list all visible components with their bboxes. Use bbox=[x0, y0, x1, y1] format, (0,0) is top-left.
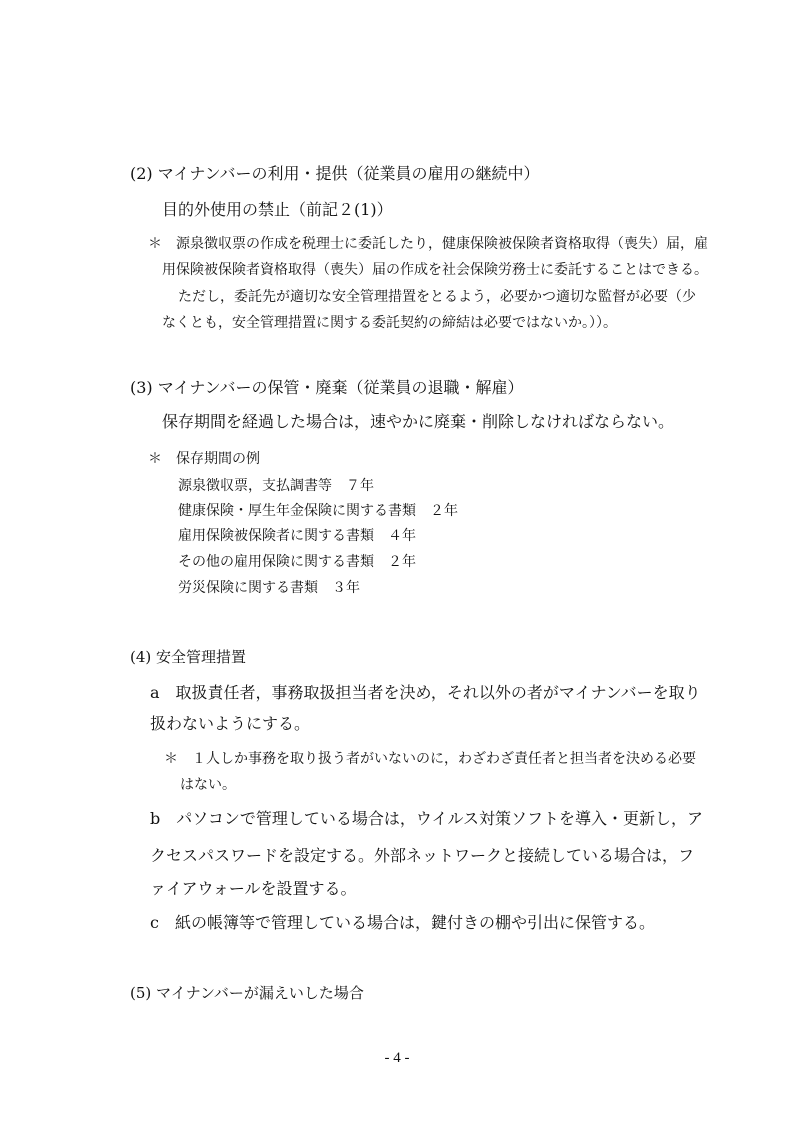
section-3-body: 保存期間を経過した場合は，速やかに廃棄・削除しなければならない。 bbox=[162, 412, 675, 431]
section-4-item-b-line-3: ァイアウォールを設置する。 bbox=[150, 879, 357, 898]
section-2-heading: (2) マイナンバーの利用・提供（従業員の雇用の継続中） bbox=[130, 164, 540, 183]
retention-period-item: 労災保険に関する書類 ３年 bbox=[178, 580, 360, 596]
retention-period-item: その他の雇用保険に関する書類 ２年 bbox=[178, 554, 416, 570]
section-4-item-a-line-2: 扱わないようにする。 bbox=[150, 714, 311, 733]
section-4-item-b-line-1: b パソコンで管理している場合は，ウイルス対策ソフトを導入・更新し，ア bbox=[150, 809, 703, 828]
page-number: - 4 - bbox=[384, 1050, 410, 1066]
retention-period-item: 源泉徴収票，支払調書等 ７年 bbox=[178, 478, 374, 494]
section-2-note-line-1: ＊ 源泉徴収票の作成を税理士に委託したり，健康保険被保険者資格取得（喪失）届，雇 bbox=[148, 236, 708, 252]
section-4-item-a-line-1: a 取扱責任者，事務取扱担当者を決め，それ以外の者がマイナンバーを取り bbox=[150, 683, 701, 702]
section-4-item-c-line-1: c 紙の帳簿等で管理している場合は，鍵付きの棚や引出に保管する。 bbox=[150, 913, 655, 932]
section-4-item-b-line-2: クセスパスワードを設定する。外部ネットワークと接続している場合は，フ bbox=[150, 846, 695, 865]
section-4-heading: (4) 安全管理措置 bbox=[130, 648, 247, 666]
section-2-subheading: 目的外使用の禁止（前記２(1)） bbox=[162, 200, 393, 219]
section-3-heading: (3) マイナンバーの保管・廃棄（従業員の退職・解雇） bbox=[130, 378, 524, 397]
section-2-note-line-2: 用保険被保険者資格取得（喪失）届の作成を社会保険労務士に委託することはできる。 bbox=[162, 262, 708, 278]
section-5-heading: (5) マイナンバーが漏えいした場合 bbox=[130, 984, 364, 1002]
section-4-item-a-note-line-2: はない。 bbox=[180, 777, 236, 793]
retention-period-item: 雇用保険被保険者に関する書類 ４年 bbox=[178, 528, 416, 544]
section-4-item-a-note-line-1: ＊ １人しか事務を取り扱う者がいないのに，わざわざ責任者と担当者を決める必要 bbox=[164, 751, 696, 767]
section-2-note-line-4: なくとも，安全管理措置に関する委託契約の締結は必要ではないか。））。 bbox=[162, 315, 617, 331]
section-2-note-line-3: ただし，委託先が適切な安全管理措置をとるよう，必要かつ適切な監督が必要（少 bbox=[178, 289, 696, 305]
section-3-note-title: ＊ 保存期間の例 bbox=[148, 451, 260, 467]
retention-period-item: 健康保険・厚生年金保険に関する書類 ２年 bbox=[178, 503, 458, 519]
